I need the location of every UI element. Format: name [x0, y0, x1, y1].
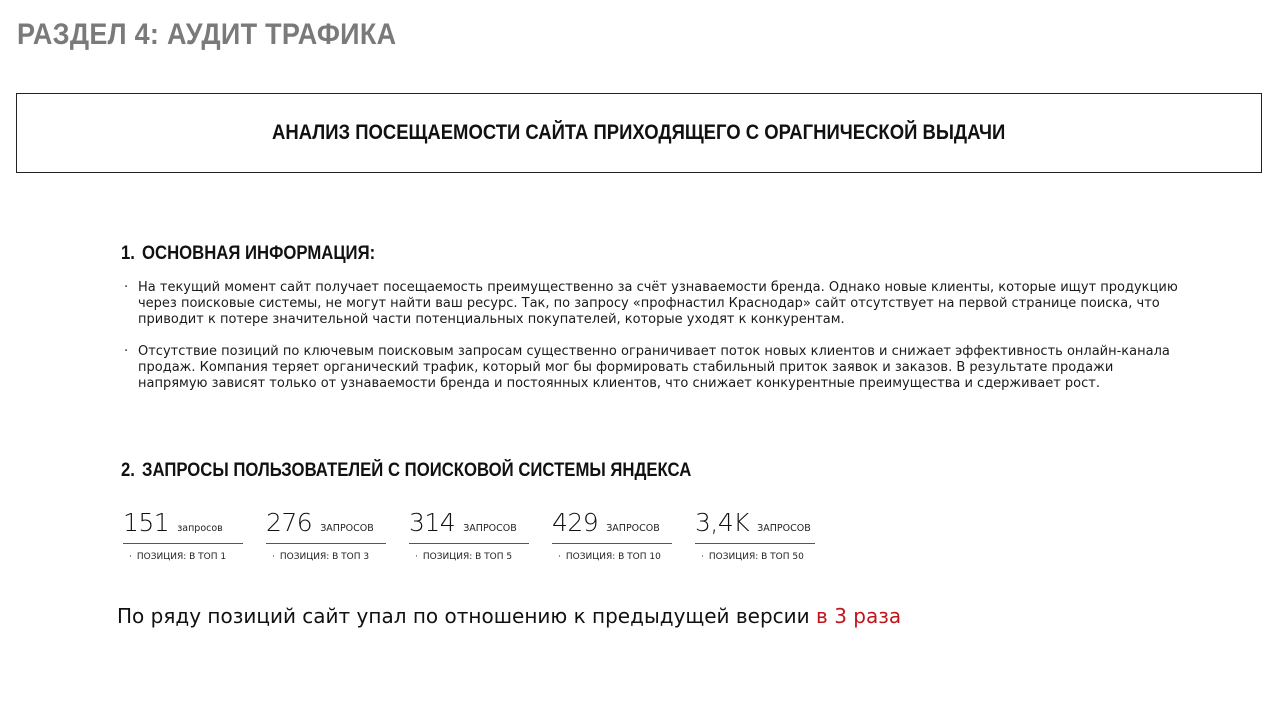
stat-value: 429: [552, 508, 599, 537]
bullet-dot: ·: [558, 552, 561, 562]
stat-top-10: [552, 508, 695, 562]
stat-divider: [695, 543, 815, 544]
queries-title: ЗАПРОСЫ ПОЛЬЗОВАТЕЛЕЙ С ПОИСКОВОЙ СИСТЕМЫ ЯНДЕКСА: [141, 460, 692, 481]
stat-value: 151: [123, 508, 170, 537]
list-item: [124, 344, 1184, 392]
stat-position-label: ПОЗИЦИЯ: В ТОП 50: [708, 552, 804, 562]
stat-position-label: ПОЗИЦИЯ: В ТОП 3: [279, 552, 370, 562]
stat-unit: ЗАПРОСОВ: [606, 523, 660, 534]
conclusion-text: По ряду позиций сайт упал по отношению к предыдущей версии: [117, 604, 817, 628]
stat-value: 276: [266, 508, 313, 537]
section-title: РАЗДЕЛ 4: АУДИТ ТРАФИКА: [17, 18, 397, 51]
bullet-text: На текущий момент сайт получает посещаемость преимущественно за счёт узнаваемости бренда. Однако новые клиенты, которые ищут продукцию через поисковые системы, не могут найти ваш ресурс. Так, по запросу «профнастил Краснодар» сайт отсутствует на первой странице поиска, что приводит к потере значительной части потенциальных покупателей, которые уходят к конкурентам.: [138, 280, 1178, 327]
basic-info-heading: [121, 243, 375, 265]
stat-top-5: [409, 508, 552, 562]
stat-position: [123, 552, 266, 562]
stat-position-label: ПОЗИЦИЯ: В ТОП 1: [136, 552, 227, 562]
bullet-dot: ·: [129, 552, 132, 562]
stat-divider: [552, 543, 672, 544]
queries-heading: [121, 460, 691, 482]
list-item: [124, 280, 1184, 328]
bullet-dot: ·: [124, 344, 129, 359]
stat-position: [266, 552, 409, 562]
stat-top-1: [123, 508, 266, 562]
basic-info-list: [124, 280, 1184, 408]
banner-title: АНАЛИЗ ПОСЕЩАЕМОСТИ САЙТА ПРИХОДЯЩЕГО С ОРАГНИЧЕСКОЙ ВЫДАЧИ: [272, 121, 1006, 144]
bullet-dot: ·: [415, 552, 418, 562]
stat-position: [695, 552, 838, 562]
stat-top-50: [695, 508, 838, 562]
conclusion-highlight: в 3 раза: [816, 604, 902, 628]
stat-divider: [123, 543, 243, 544]
stat-position-label: ПОЗИЦИЯ: В ТОП 10: [565, 552, 661, 562]
basic-info-title: ОСНОВНАЯ ИНФОРМАЦИЯ:: [141, 243, 376, 264]
query-stats: [123, 508, 838, 562]
stat-divider: [409, 543, 529, 544]
basic-info-number: 1.: [121, 243, 135, 264]
stat-unit: ЗАПРОСОВ: [463, 523, 517, 534]
stat-value: 3,4K: [695, 508, 750, 537]
bullet-text: Отсутствие позиций по ключевым поисковым запросам существенно ограничивает поток новых клиентов и снижает эффективность онлайн-канала продаж. Компания теряет органический трафик, который мог бы формировать стабильный приток заявок и заказов. В результате продажи напрямую зависят только от узнаваемости бренда и постоянных клиентов, что снижает конкурентные преимущества и сдерживает рост.: [138, 344, 1170, 391]
queries-number: 2.: [121, 460, 135, 481]
stat-divider: [266, 543, 386, 544]
stat-position: [552, 552, 695, 562]
bullet-dot: ·: [701, 552, 704, 562]
conclusion: [117, 604, 901, 628]
bullet-dot: ·: [272, 552, 275, 562]
stat-position-label: ПОЗИЦИЯ: В ТОП 5: [422, 552, 513, 562]
stat-top-3: [266, 508, 409, 562]
bullet-dot: ·: [124, 280, 129, 295]
stat-value: 314: [409, 508, 456, 537]
stat-unit: ЗАПРОСОВ: [320, 523, 374, 534]
stat-position: [409, 552, 552, 562]
banner-box: [16, 93, 1262, 173]
stat-unit: ЗАПРОСОВ: [757, 523, 811, 534]
stat-unit: запросов: [177, 523, 223, 534]
